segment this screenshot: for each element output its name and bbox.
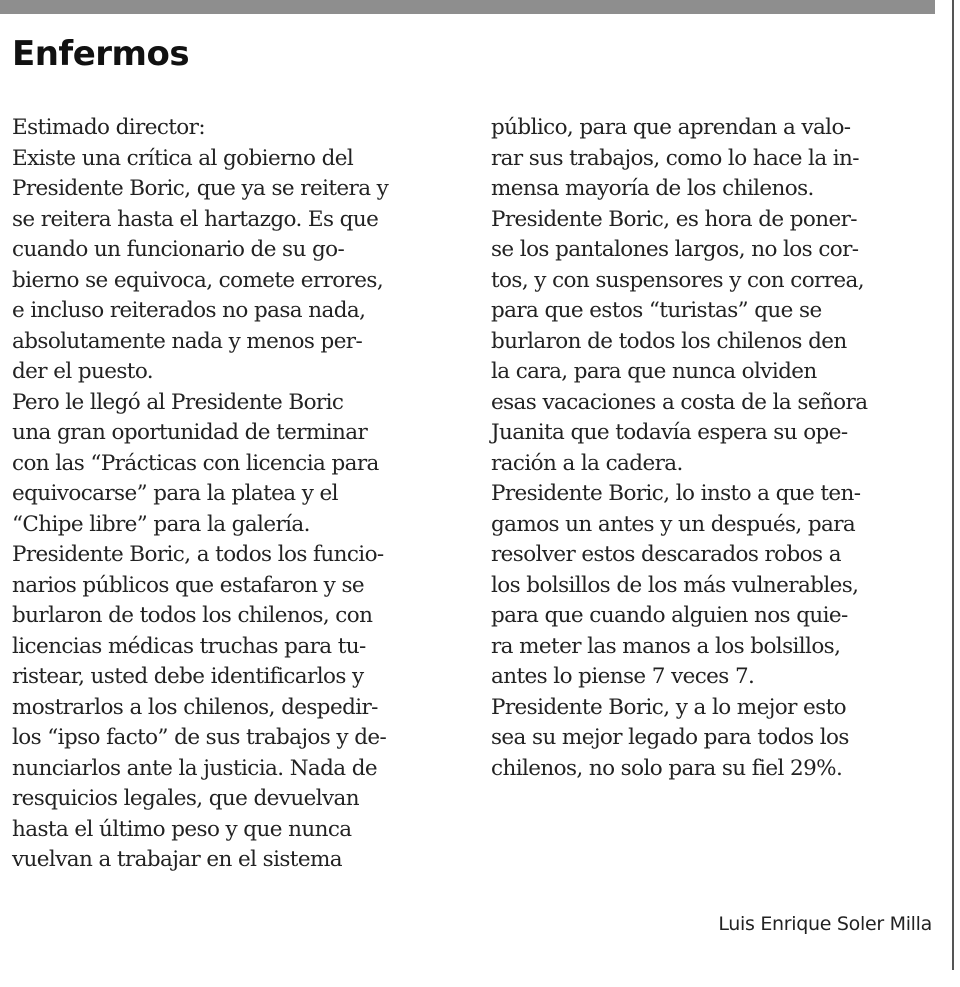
text-line: esas vacaciones a costa de la señora (491, 389, 868, 415)
text-line: Presidente Boric, a todos los funcio- (12, 542, 384, 567)
text-line: antes lo piense 7 veces 7. (491, 664, 755, 689)
text-line: Juanita que todavía espera su ope- (491, 420, 848, 445)
text-line: una gran oportunidad de terminar (12, 420, 368, 445)
text-line: sea su mejor legado para todos los (491, 725, 849, 750)
text-line: público, para que aprendan a valo- (491, 115, 851, 140)
text-line: Estimado director: (12, 115, 205, 140)
text-line: Pero le llegó al Presidente Boric (12, 389, 344, 415)
text-line: e incluso reiterados no pasa nada, (12, 298, 366, 323)
text-line: mensa mayoría de los chilenos. (491, 176, 814, 201)
text-line: la cara, para que nunca olviden (491, 359, 817, 384)
text-line: hasta el último peso y que nunca (12, 816, 352, 842)
text-line: vuelvan a trabajar en el sistema (12, 847, 342, 872)
text-line: burlaron de todos los chilenos, con (12, 603, 373, 628)
text-line: chilenos, no solo para su fiel 29%. (491, 755, 843, 781)
text-line: se los pantalones largos, no los cor- (491, 237, 859, 262)
text-line: bierno se equivoca, comete errores, (12, 267, 384, 293)
text-line: absolutamente nada y menos per- (12, 328, 363, 354)
text-line: se reitera hasta el hartazgo. Es que (12, 206, 379, 232)
text-line: Existe una crítica al gobierno del (12, 145, 354, 171)
text-line: tos, y con suspensores y con correa, (491, 267, 864, 293)
text-line: mostrarlos a los chilenos, despedir- (12, 694, 378, 720)
text-line: los “ipso facto” de sus trabajos y de- (12, 725, 387, 750)
text-line: para que cuando alguien nos quie- (491, 603, 848, 628)
text-line: con las “Prácticas con licencia para (12, 450, 379, 476)
text-line: narios públicos que estafaron y se (12, 572, 365, 598)
header-rule (0, 0, 935, 14)
text-line: rar sus trabajos, como lo hace la in- (491, 145, 859, 171)
text-line: resquicios legales, que devuelvan (12, 786, 359, 811)
text-line: gamos un antes y un después, para (491, 511, 856, 537)
text-line: resolver estos descarados robos a (491, 542, 841, 567)
text-line: der el puesto. (12, 359, 154, 384)
text-line: equivocarse” para la platea y el (12, 481, 338, 506)
text-line: ristear, usted debe identificarlos y (12, 664, 364, 689)
text-line: Presidente Boric, es hora de poner- (491, 206, 857, 232)
text-line: Presidente Boric, lo insto a que ten- (491, 481, 861, 506)
text-line: “Chipe libre” para la galería. (12, 511, 310, 537)
letter-column-left (12, 113, 472, 876)
text-line: ración a la cadera. (491, 450, 683, 476)
text-line: licencias médicas truchas para tu- (12, 633, 366, 659)
text-line: nunciarlos ante la justicia. Nada de (12, 755, 378, 781)
author-signature: Luis Enrique Soler Milla (718, 913, 932, 935)
text-line: Presidente Boric, y a lo mejor esto (491, 694, 846, 720)
text-line: los bolsillos de los más vulnerables, (491, 572, 859, 598)
column-divider-rule (952, 0, 954, 970)
text-line: para que estos “turistas” que se (491, 298, 822, 323)
text-line: ra meter las manos a los bolsillos, (491, 633, 841, 659)
headline: Enfermos (12, 34, 190, 74)
text-line: Presidente Boric, que ya se reitera y (12, 176, 389, 201)
text-line: cuando un funcionario de su go- (12, 237, 345, 262)
letter-column-right (491, 113, 941, 784)
text-line: burlaron de todos los chilenos den (491, 328, 847, 354)
